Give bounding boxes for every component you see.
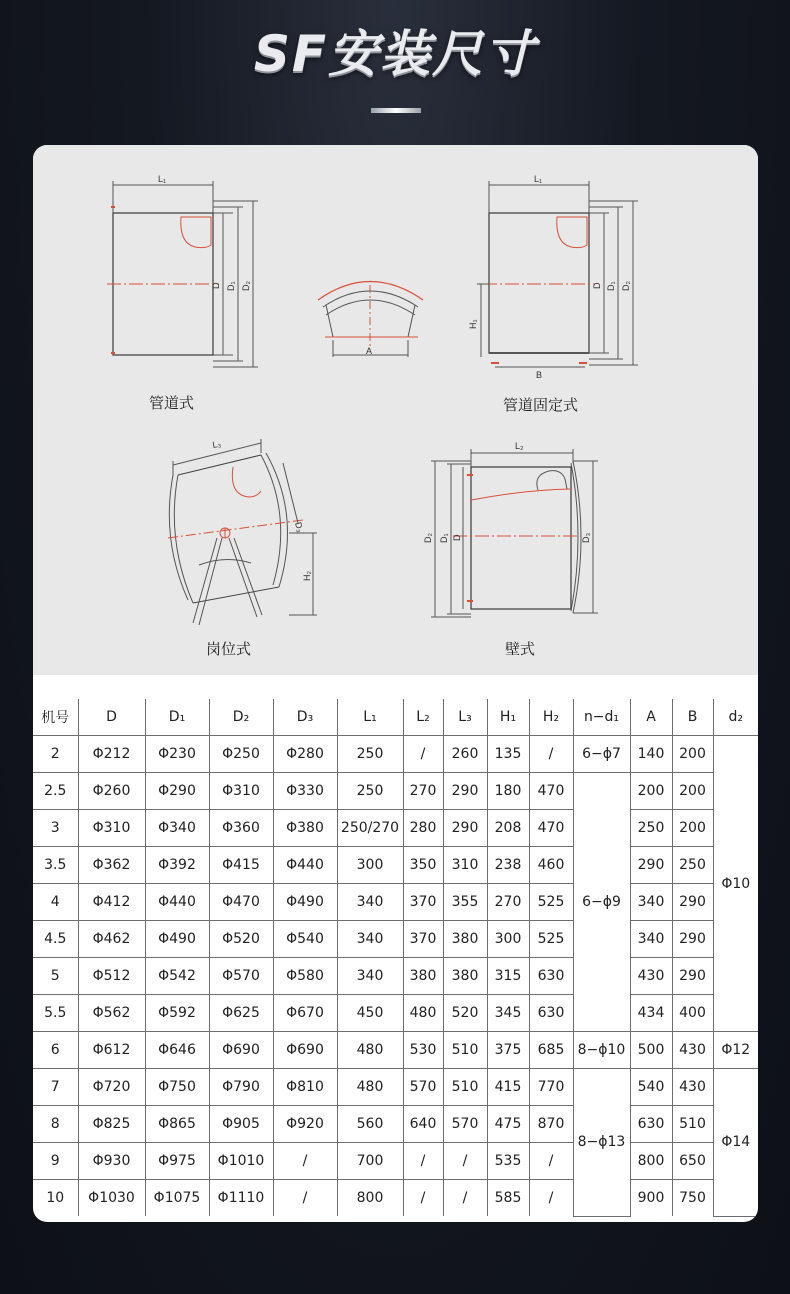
table-cell: Φ392 [145,847,209,884]
table-cell: 10 [33,1180,78,1217]
table-row [33,1032,758,1069]
table-row [33,847,758,884]
table-cell: 685 [529,1032,573,1069]
table-cell: Φ975 [145,1143,209,1180]
table-cell: Φ330 [273,773,337,810]
table-cell: Φ540 [273,921,337,958]
table-cell: Φ865 [145,1106,209,1143]
table-row [33,1143,758,1180]
diagram-pipe-fixed [477,181,638,367]
table-row [33,921,758,958]
table-cell: Φ412 [78,884,145,921]
spec-table [33,699,758,1217]
caption-pipe-fixed: 管道固定式 [503,397,579,414]
table-cell-merged: Φ14 [713,1069,758,1217]
table-cell-merged: 6−ϕ9 [573,773,630,1032]
table-cell: / [443,1180,487,1217]
table-cell: 290 [672,884,713,921]
post-h2-label: H₂ [302,571,312,581]
table-cell: 250/270 [337,810,403,847]
table-cell: Φ440 [145,884,209,921]
table-cell: 460 [529,847,573,884]
table-cell: 770 [529,1069,573,1106]
install-diagram-svg [33,145,758,675]
table-cell: 300 [487,921,529,958]
table-cell: / [273,1143,337,1180]
header-cell: d₂ [713,699,758,736]
table-cell: Φ690 [273,1032,337,1069]
table-cell: / [529,1180,573,1217]
table-cell: Φ920 [273,1106,337,1143]
page-title: SF安装尺寸 [253,25,537,83]
table-cell: Φ490 [145,921,209,958]
table-cell: 870 [529,1106,573,1143]
table-cell: 800 [630,1143,672,1180]
table-cell: 200 [672,736,713,773]
table-row [33,884,758,921]
table-cell: 480 [337,1032,403,1069]
table-cell: Φ230 [145,736,209,773]
table-cell: 270 [403,773,443,810]
caption-post: 岗位式 [206,641,252,658]
table-row [33,736,758,773]
table-cell: 434 [630,995,672,1032]
diagram-pipe [107,181,258,367]
table-cell: 140 [630,736,672,773]
table-cell: 540 [630,1069,672,1106]
table-cell: Φ490 [273,884,337,921]
table-cell: 480 [337,1069,403,1106]
wall-d-label: D [452,534,462,541]
table-cell: 310 [443,847,487,884]
table-cell: 7 [33,1069,78,1106]
table-cell: 270 [487,884,529,921]
table-cell: 430 [672,1032,713,1069]
fixed-d2-label: D₂ [621,281,631,291]
table-cell: 340 [630,921,672,958]
table-cell: 560 [337,1106,403,1143]
table-cell: 380 [403,958,443,995]
table-cell: 380 [443,958,487,995]
table-cell: 630 [529,958,573,995]
spec-card [33,145,758,1222]
table-cell: 3 [33,810,78,847]
table-cell: Φ625 [209,995,273,1032]
table-cell: Φ825 [78,1106,145,1143]
table-cell: Φ280 [273,736,337,773]
table-cell: 430 [630,958,672,995]
table-cell: 630 [529,995,573,1032]
table-cell: 6−ϕ7 [573,736,630,773]
table-cell: 470 [529,810,573,847]
table-cell: 250 [630,810,672,847]
header-cell: L₂ [403,699,443,736]
table-cell: 470 [529,773,573,810]
table-row [33,1180,758,1217]
table-cell-merged: 8−ϕ13 [573,1069,630,1217]
table-cell: 585 [487,1180,529,1217]
table-cell: 350 [403,847,443,884]
table-cell: 415 [487,1069,529,1106]
table-cell: Φ1110 [209,1180,273,1217]
table-cell: 370 [403,921,443,958]
table-cell: 200 [630,773,672,810]
table-row [33,810,758,847]
table-cell: 650 [672,1143,713,1180]
wall-l2-label: L₂ [515,441,524,451]
table-cell: Φ462 [78,921,145,958]
wall-d3-label: D₃ [581,532,591,543]
table-cell: 200 [672,773,713,810]
table-cell: 750 [672,1180,713,1217]
table-cell: Φ362 [78,847,145,884]
table-cell: 510 [672,1106,713,1143]
pipe-d-label: D [211,282,221,289]
table-cell-merged: Φ10 [713,736,758,1032]
table-cell: Φ250 [209,736,273,773]
table-cell: Φ930 [78,1143,145,1180]
diagram-wall [431,449,598,617]
table-cell: 570 [403,1069,443,1106]
table-cell: Φ905 [209,1106,273,1143]
table-cell: 340 [337,884,403,921]
table-cell: 3.5 [33,847,78,884]
table-cell: 535 [487,1143,529,1180]
table-cell: 315 [487,958,529,995]
table-row [33,995,758,1032]
table-cell: Φ1010 [209,1143,273,1180]
table-cell: 5.5 [33,995,78,1032]
table-cell: Φ340 [145,810,209,847]
table-cell: Φ310 [78,810,145,847]
table-cell: 380 [443,921,487,958]
table-cell: 510 [443,1069,487,1106]
table-cell: 375 [487,1032,529,1069]
table-cell: Φ570 [209,958,273,995]
fixed-h1-label: H₁ [468,319,478,329]
table-cell: Φ380 [273,810,337,847]
header-cell: D [78,699,145,736]
table-cell: 2 [33,736,78,773]
table-cell: / [273,1180,337,1217]
table-cell: 570 [443,1106,487,1143]
header-cell: L₃ [443,699,487,736]
table-cell: / [443,1143,487,1180]
table-cell: 5 [33,958,78,995]
table-cell: Φ810 [273,1069,337,1106]
table-cell: Φ646 [145,1032,209,1069]
table-row [33,1069,758,1106]
table-cell: 290 [672,958,713,995]
fixed-d1-label: D₁ [606,281,616,291]
table-cell: 340 [630,884,672,921]
table-cell: Φ1030 [78,1180,145,1217]
table-cell: 200 [672,810,713,847]
table-cell: 525 [529,921,573,958]
table-cell: Φ790 [209,1069,273,1106]
table-cell: Φ690 [209,1032,273,1069]
pipe-l1-label: L₁ [158,174,167,184]
table-cell: Φ415 [209,847,273,884]
table-cell: 290 [672,921,713,958]
table-cell: 475 [487,1106,529,1143]
table-cell: Φ212 [78,736,145,773]
header-cell: 机号 [33,699,78,736]
table-cell: Φ520 [209,921,273,958]
table-cell: Φ360 [209,810,273,847]
table-cell: 290 [443,773,487,810]
table-cell: 400 [672,995,713,1032]
table-cell: 525 [529,884,573,921]
table-cell: 700 [337,1143,403,1180]
wall-d2-label: D₂ [423,533,433,543]
table-cell: 900 [630,1180,672,1217]
table-cell: / [529,1143,573,1180]
table-cell: Φ290 [145,773,209,810]
table-cell: 640 [403,1106,443,1143]
table-cell: Φ612 [78,1032,145,1069]
post-d3-label: D₃ [293,520,306,534]
header-cell: D₃ [273,699,337,736]
table-cell: 290 [443,810,487,847]
table-cell: 180 [487,773,529,810]
table-cell: 300 [337,847,403,884]
table-cell: 6 [33,1032,78,1069]
table-cell: Φ670 [273,995,337,1032]
table-cell: 510 [443,1032,487,1069]
table-row [33,958,758,995]
table-cell: Φ720 [78,1069,145,1106]
header-cell: L₁ [337,699,403,736]
table-cell: Φ562 [78,995,145,1032]
header-cell: H₁ [487,699,529,736]
table-cell: 800 [337,1180,403,1217]
table-header-row [33,699,758,736]
pipe-d1-label: D₁ [226,281,236,291]
title-underline [371,108,421,113]
table-cell: 630 [630,1106,672,1143]
table-cell: Φ310 [209,773,273,810]
table-row [33,773,758,810]
header-cell: B [672,699,713,736]
table-cell: 530 [403,1032,443,1069]
header-cell: H₂ [529,699,573,736]
table-cell: Φ580 [273,958,337,995]
table-cell: Φ1075 [145,1180,209,1217]
table-cell: 280 [403,810,443,847]
table-cell: Φ470 [209,884,273,921]
table-cell: 208 [487,810,529,847]
fixed-b-label: B [536,370,543,380]
table-cell: 8−ϕ10 [573,1032,630,1069]
table-cell: 250 [337,773,403,810]
table-cell: 250 [672,847,713,884]
table-cell: 355 [443,884,487,921]
table-cell: Φ512 [78,958,145,995]
table-cell: 250 [337,736,403,773]
wall-d1-label: D₁ [439,533,449,543]
table-cell: Φ440 [273,847,337,884]
caption-pipe: 管道式 [149,395,195,412]
table-cell: 9 [33,1143,78,1180]
post-l3-label: L₃ [211,438,222,450]
table-cell: 4.5 [33,921,78,958]
table-cell: 4 [33,884,78,921]
table-cell: 370 [403,884,443,921]
pipe-d2-label: D₂ [241,281,251,291]
table-cell: 340 [337,958,403,995]
table-cell: Φ12 [713,1032,758,1069]
table-cell: 2.5 [33,773,78,810]
support-a-label: A [366,346,373,356]
table-cell: 238 [487,847,529,884]
diagram-post [168,439,317,625]
table-cell: Φ592 [145,995,209,1032]
table-cell: 345 [487,995,529,1032]
table-cell: / [403,1180,443,1217]
table-cell: / [403,736,443,773]
table-cell: 450 [337,995,403,1032]
table-cell: / [403,1143,443,1180]
caption-wall: 壁式 [505,641,536,658]
table-cell: 430 [672,1069,713,1106]
table-cell: Φ750 [145,1069,209,1106]
fixed-l1-label: L₁ [534,174,543,184]
table-cell: 8 [33,1106,78,1143]
header-cell: n−d₁ [573,699,630,736]
table-cell: Φ260 [78,773,145,810]
install-drawings [33,145,758,675]
table-cell: 500 [630,1032,672,1069]
fixed-d-label: D [592,282,602,289]
header-cell: A [630,699,672,736]
table-cell: Φ542 [145,958,209,995]
table-cell: / [529,736,573,773]
table-cell: 520 [443,995,487,1032]
header-cell: D₂ [209,699,273,736]
table-cell: 290 [630,847,672,884]
table-cell: 340 [337,921,403,958]
table-cell: 260 [443,736,487,773]
table-row [33,1106,758,1143]
table-cell: 480 [403,995,443,1032]
table-cell: 135 [487,736,529,773]
header-cell: D₁ [145,699,209,736]
